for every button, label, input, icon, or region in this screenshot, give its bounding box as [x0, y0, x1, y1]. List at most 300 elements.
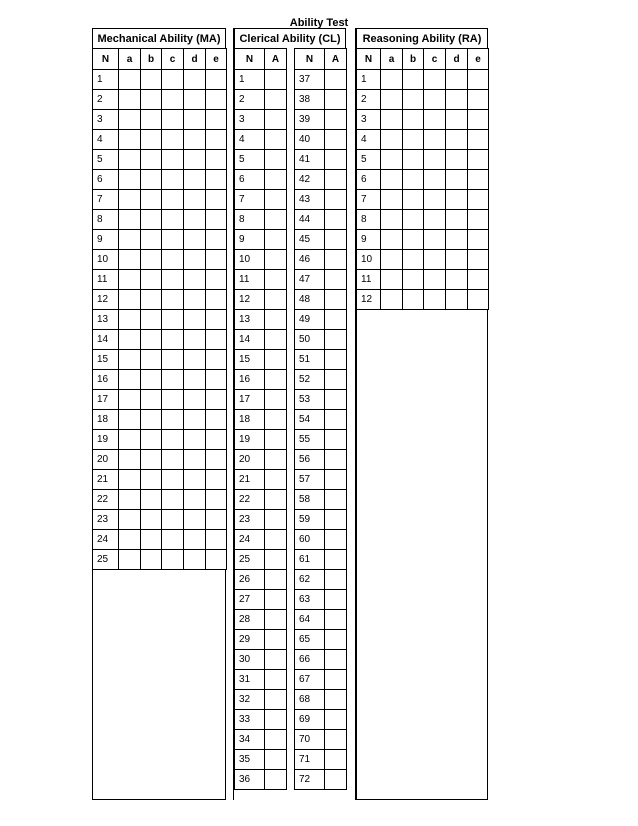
- answer-cell[interactable]: [468, 130, 489, 150]
- answer-cell[interactable]: [381, 70, 403, 90]
- answer-cell[interactable]: [206, 110, 227, 130]
- answer-cell[interactable]: [446, 230, 468, 250]
- answer-cell[interactable]: [403, 290, 424, 310]
- answer-cell[interactable]: [325, 330, 347, 350]
- answer-cell[interactable]: [381, 250, 403, 270]
- question-number: 7: [235, 190, 265, 210]
- answer-cell[interactable]: [141, 550, 162, 570]
- answer-cell[interactable]: [119, 450, 141, 470]
- answer-cell[interactable]: [424, 170, 446, 190]
- answer-cell[interactable]: [206, 270, 227, 290]
- column-gap: [287, 590, 295, 610]
- answer-cell[interactable]: [141, 490, 162, 510]
- answer-cell[interactable]: [468, 170, 489, 190]
- answer-cell[interactable]: [424, 130, 446, 150]
- answer-cell[interactable]: [184, 210, 206, 230]
- answer-cell[interactable]: [325, 210, 347, 230]
- answer-cell[interactable]: [381, 210, 403, 230]
- answer-cell[interactable]: [141, 110, 162, 130]
- question-number: 5: [357, 150, 381, 170]
- column-gap: [287, 750, 295, 770]
- answer-cell[interactable]: [446, 130, 468, 150]
- answer-cell[interactable]: [424, 150, 446, 170]
- answer-cell[interactable]: [381, 270, 403, 290]
- column-gap: [287, 170, 295, 190]
- answer-cell[interactable]: [468, 210, 489, 230]
- table-row: [235, 450, 347, 470]
- answer-cell[interactable]: [403, 130, 424, 150]
- answer-cell[interactable]: [119, 230, 141, 250]
- answer-cell[interactable]: [403, 190, 424, 210]
- answer-cell[interactable]: [141, 430, 162, 450]
- answer-cell[interactable]: [184, 190, 206, 210]
- answer-cell[interactable]: [446, 150, 468, 170]
- answer-cell[interactable]: [206, 390, 227, 410]
- table-row: [235, 190, 347, 210]
- question-number: 8: [235, 210, 265, 230]
- answer-cell[interactable]: [265, 370, 287, 390]
- question-number: 25: [235, 550, 265, 570]
- column-gap: [287, 110, 295, 130]
- answer-cell[interactable]: [403, 110, 424, 130]
- answer-cell[interactable]: [119, 390, 141, 410]
- answer-cell[interactable]: [325, 150, 347, 170]
- answer-cell[interactable]: [325, 610, 347, 630]
- answer-cell[interactable]: [141, 410, 162, 430]
- answer-cell[interactable]: [184, 530, 206, 550]
- answer-cell[interactable]: [265, 250, 287, 270]
- answer-cell[interactable]: [184, 330, 206, 350]
- answer-cell[interactable]: [325, 550, 347, 570]
- answer-cell[interactable]: [119, 70, 141, 90]
- question-number: 3: [93, 110, 119, 130]
- answer-cell[interactable]: [468, 70, 489, 90]
- answer-cell[interactable]: [184, 70, 206, 90]
- answer-cell[interactable]: [184, 490, 206, 510]
- answer-cell[interactable]: [403, 70, 424, 90]
- answer-cell[interactable]: [141, 230, 162, 250]
- table-row: [235, 130, 347, 150]
- answer-cell[interactable]: [265, 430, 287, 450]
- table-row: [93, 490, 227, 510]
- answer-cell[interactable]: [325, 510, 347, 530]
- answer-cell[interactable]: [424, 190, 446, 210]
- answer-cell[interactable]: [265, 170, 287, 190]
- answer-cell[interactable]: [325, 650, 347, 670]
- answer-cell[interactable]: [325, 530, 347, 550]
- table-row: [235, 430, 347, 450]
- answer-cell[interactable]: [184, 310, 206, 330]
- table-row: [235, 410, 347, 430]
- answer-cell[interactable]: [206, 470, 227, 490]
- answer-cell[interactable]: [162, 370, 184, 390]
- answer-cell[interactable]: [446, 90, 468, 110]
- answer-cell[interactable]: [141, 150, 162, 170]
- column-gap: [287, 650, 295, 670]
- answer-cell[interactable]: [162, 490, 184, 510]
- answer-cell[interactable]: [265, 630, 287, 650]
- answer-cell[interactable]: [162, 510, 184, 530]
- answer-cell[interactable]: [325, 270, 347, 290]
- answer-cell[interactable]: [325, 290, 347, 310]
- answer-cell[interactable]: [206, 490, 227, 510]
- question-number: 10: [235, 250, 265, 270]
- question-number: 6: [357, 170, 381, 190]
- question-number: 48: [295, 290, 325, 310]
- answer-cell[interactable]: [265, 690, 287, 710]
- answer-cell[interactable]: [141, 450, 162, 470]
- question-number: 11: [357, 270, 381, 290]
- column-gap: [287, 410, 295, 430]
- answer-cell[interactable]: [119, 110, 141, 130]
- answer-cell[interactable]: [424, 110, 446, 130]
- answer-cell[interactable]: [184, 110, 206, 130]
- answer-cell[interactable]: [119, 330, 141, 350]
- answer-cell[interactable]: [206, 290, 227, 310]
- answer-cell[interactable]: [206, 410, 227, 430]
- answer-cell[interactable]: [184, 90, 206, 110]
- answer-cell[interactable]: [206, 430, 227, 450]
- answer-cell[interactable]: [141, 290, 162, 310]
- answer-cell[interactable]: [141, 530, 162, 550]
- answer-cell[interactable]: [119, 550, 141, 570]
- answer-cell[interactable]: [141, 470, 162, 490]
- column-header: a: [381, 49, 403, 70]
- answer-cell[interactable]: [141, 250, 162, 270]
- answer-cell[interactable]: [162, 350, 184, 370]
- answer-cell[interactable]: [325, 390, 347, 410]
- answer-cell[interactable]: [265, 670, 287, 690]
- answer-cell[interactable]: [162, 230, 184, 250]
- column-gap: [287, 230, 295, 250]
- answer-cell[interactable]: [265, 390, 287, 410]
- answer-cell[interactable]: [162, 90, 184, 110]
- answer-cell[interactable]: [206, 210, 227, 230]
- answer-cell[interactable]: [162, 450, 184, 470]
- answer-cell[interactable]: [141, 70, 162, 90]
- answer-cell[interactable]: [162, 390, 184, 410]
- answer-cell[interactable]: [162, 170, 184, 190]
- answer-cell[interactable]: [265, 270, 287, 290]
- table-row: [93, 190, 227, 210]
- answer-cell[interactable]: [119, 170, 141, 190]
- answer-cell[interactable]: [468, 190, 489, 210]
- answer-cell[interactable]: [141, 190, 162, 210]
- column-header: e: [206, 49, 227, 70]
- answer-cell[interactable]: [206, 330, 227, 350]
- answer-cell[interactable]: [265, 70, 287, 90]
- question-number: 59: [295, 510, 325, 530]
- answer-cell[interactable]: [265, 310, 287, 330]
- answer-cell[interactable]: [468, 270, 489, 290]
- answer-cell[interactable]: [325, 70, 347, 90]
- answer-cell[interactable]: [162, 70, 184, 90]
- answer-cell[interactable]: [184, 550, 206, 570]
- answer-cell[interactable]: [265, 410, 287, 430]
- answer-cell[interactable]: [265, 150, 287, 170]
- answer-cell[interactable]: [325, 470, 347, 490]
- answer-cell[interactable]: [162, 110, 184, 130]
- answer-cell[interactable]: [162, 290, 184, 310]
- answer-cell[interactable]: [265, 90, 287, 110]
- answer-cell[interactable]: [184, 370, 206, 390]
- answer-cell[interactable]: [325, 570, 347, 590]
- answer-cell[interactable]: [184, 270, 206, 290]
- answer-cell[interactable]: [162, 410, 184, 430]
- answer-cell[interactable]: [141, 210, 162, 230]
- answer-cell[interactable]: [265, 350, 287, 370]
- answer-cell[interactable]: [325, 130, 347, 150]
- answer-cell[interactable]: [184, 390, 206, 410]
- answer-cell[interactable]: [424, 90, 446, 110]
- answer-cell[interactable]: [206, 250, 227, 270]
- answer-cell[interactable]: [403, 250, 424, 270]
- answer-cell[interactable]: [162, 430, 184, 450]
- answer-cell[interactable]: [184, 350, 206, 370]
- answer-cell[interactable]: [119, 210, 141, 230]
- column-gap: [287, 330, 295, 350]
- answer-cell[interactable]: [162, 310, 184, 330]
- answer-cell[interactable]: [119, 410, 141, 430]
- answer-cell[interactable]: [446, 110, 468, 130]
- answer-cell[interactable]: [184, 250, 206, 270]
- answer-cell[interactable]: [206, 70, 227, 90]
- answer-cell[interactable]: [265, 490, 287, 510]
- answer-cell[interactable]: [265, 750, 287, 770]
- reasoning-ability-blank-area: [356, 310, 488, 800]
- answer-cell[interactable]: [446, 290, 468, 310]
- answer-cell[interactable]: [325, 230, 347, 250]
- answer-cell[interactable]: [325, 630, 347, 650]
- answer-cell[interactable]: [206, 510, 227, 530]
- answer-cell[interactable]: [184, 510, 206, 530]
- answer-cell[interactable]: [141, 330, 162, 350]
- answer-cell[interactable]: [162, 530, 184, 550]
- answer-cell[interactable]: [119, 490, 141, 510]
- answer-cell[interactable]: [424, 290, 446, 310]
- table-row: [235, 370, 347, 390]
- table-row: [357, 110, 489, 130]
- answer-cell[interactable]: [265, 650, 287, 670]
- answer-cell[interactable]: [141, 390, 162, 410]
- answer-cell[interactable]: [206, 310, 227, 330]
- answer-cell[interactable]: [206, 170, 227, 190]
- answer-cell[interactable]: [119, 290, 141, 310]
- answer-cell[interactable]: [119, 350, 141, 370]
- answer-cell[interactable]: [141, 310, 162, 330]
- answer-cell[interactable]: [446, 70, 468, 90]
- question-number: 43: [295, 190, 325, 210]
- answer-cell[interactable]: [424, 70, 446, 90]
- answer-cell[interactable]: [424, 210, 446, 230]
- answer-cell[interactable]: [424, 230, 446, 250]
- answer-cell[interactable]: [325, 670, 347, 690]
- answer-cell[interactable]: [119, 430, 141, 450]
- answer-cell[interactable]: [206, 130, 227, 150]
- answer-cell[interactable]: [265, 730, 287, 750]
- answer-cell[interactable]: [468, 230, 489, 250]
- answer-cell[interactable]: [206, 530, 227, 550]
- column-gap: [287, 250, 295, 270]
- answer-cell[interactable]: [265, 710, 287, 730]
- answer-cell[interactable]: [206, 350, 227, 370]
- answer-cell[interactable]: [119, 150, 141, 170]
- question-number: 27: [235, 590, 265, 610]
- answer-cell[interactable]: [206, 230, 227, 250]
- answer-cell[interactable]: [265, 450, 287, 470]
- answer-cell[interactable]: [403, 270, 424, 290]
- answer-cell[interactable]: [468, 110, 489, 130]
- answer-cell[interactable]: [184, 470, 206, 490]
- answer-cell[interactable]: [265, 110, 287, 130]
- table-row: [235, 510, 347, 530]
- answer-cell[interactable]: [265, 510, 287, 530]
- answer-cell[interactable]: [265, 330, 287, 350]
- answer-cell[interactable]: [206, 450, 227, 470]
- answer-cell[interactable]: [162, 150, 184, 170]
- answer-cell[interactable]: [119, 190, 141, 210]
- answer-cell[interactable]: [141, 130, 162, 150]
- question-number: 63: [295, 590, 325, 610]
- answer-cell[interactable]: [424, 270, 446, 290]
- answer-cell[interactable]: [446, 190, 468, 210]
- answer-cell[interactable]: [325, 710, 347, 730]
- answer-cell[interactable]: [325, 590, 347, 610]
- answer-cell[interactable]: [206, 370, 227, 390]
- answer-cell[interactable]: [325, 370, 347, 390]
- answer-cell[interactable]: [265, 590, 287, 610]
- answer-cell[interactable]: [325, 750, 347, 770]
- answer-cell[interactable]: [468, 90, 489, 110]
- column-gap: [287, 470, 295, 490]
- question-number: 30: [235, 650, 265, 670]
- answer-cell[interactable]: [119, 510, 141, 530]
- answer-cell[interactable]: [403, 90, 424, 110]
- answer-cell[interactable]: [184, 450, 206, 470]
- question-number: 36: [235, 770, 265, 790]
- answer-cell[interactable]: [468, 150, 489, 170]
- answer-cell[interactable]: [184, 170, 206, 190]
- answer-cell[interactable]: [381, 290, 403, 310]
- answer-cell[interactable]: [265, 290, 287, 310]
- answer-cell[interactable]: [162, 270, 184, 290]
- answer-cell[interactable]: [162, 190, 184, 210]
- answer-cell[interactable]: [162, 550, 184, 570]
- answer-cell[interactable]: [119, 370, 141, 390]
- answer-cell[interactable]: [184, 290, 206, 310]
- answer-cell[interactable]: [325, 730, 347, 750]
- answer-cell[interactable]: [446, 270, 468, 290]
- answer-cell[interactable]: [381, 150, 403, 170]
- answer-cell[interactable]: [325, 190, 347, 210]
- answer-cell[interactable]: [265, 470, 287, 490]
- answer-cell[interactable]: [381, 170, 403, 190]
- answer-cell[interactable]: [265, 550, 287, 570]
- answer-cell[interactable]: [325, 110, 347, 130]
- answer-cell[interactable]: [381, 110, 403, 130]
- answer-cell[interactable]: [141, 170, 162, 190]
- answer-cell[interactable]: [184, 410, 206, 430]
- answer-cell[interactable]: [184, 150, 206, 170]
- answer-cell[interactable]: [265, 770, 287, 790]
- answer-cell[interactable]: [265, 530, 287, 550]
- answer-cell[interactable]: [141, 90, 162, 110]
- answer-cell[interactable]: [446, 170, 468, 190]
- answer-cell[interactable]: [468, 290, 489, 310]
- answer-cell[interactable]: [325, 430, 347, 450]
- answer-cell[interactable]: [206, 190, 227, 210]
- table-row: [357, 190, 489, 210]
- answer-cell[interactable]: [381, 130, 403, 150]
- answer-cell[interactable]: [381, 90, 403, 110]
- answer-cell[interactable]: [325, 350, 347, 370]
- answer-cell[interactable]: [206, 150, 227, 170]
- answer-cell[interactable]: [184, 430, 206, 450]
- answer-cell[interactable]: [265, 610, 287, 630]
- answer-cell[interactable]: [325, 690, 347, 710]
- answer-cell[interactable]: [162, 130, 184, 150]
- answer-cell[interactable]: [265, 570, 287, 590]
- answer-cell[interactable]: [141, 350, 162, 370]
- answer-cell[interactable]: [325, 450, 347, 470]
- answer-cell[interactable]: [446, 210, 468, 230]
- answer-cell[interactable]: [119, 130, 141, 150]
- answer-cell[interactable]: [119, 530, 141, 550]
- answer-cell[interactable]: [325, 770, 347, 790]
- answer-cell[interactable]: [403, 150, 424, 170]
- answer-cell[interactable]: [119, 270, 141, 290]
- question-number: 18: [235, 410, 265, 430]
- question-number: 13: [235, 310, 265, 330]
- answer-cell[interactable]: [119, 250, 141, 270]
- answer-cell[interactable]: [265, 130, 287, 150]
- answer-cell[interactable]: [119, 90, 141, 110]
- answer-cell[interactable]: [119, 310, 141, 330]
- answer-cell[interactable]: [141, 510, 162, 530]
- answer-cell[interactable]: [206, 550, 227, 570]
- answer-cell[interactable]: [424, 250, 446, 270]
- answer-cell[interactable]: [403, 230, 424, 250]
- answer-cell[interactable]: [265, 210, 287, 230]
- answer-cell[interactable]: [381, 190, 403, 210]
- answer-cell[interactable]: [265, 230, 287, 250]
- answer-cell[interactable]: [119, 470, 141, 490]
- answer-cell[interactable]: [325, 170, 347, 190]
- answer-cell[interactable]: [446, 250, 468, 270]
- answer-cell[interactable]: [381, 230, 403, 250]
- answer-cell[interactable]: [141, 270, 162, 290]
- answer-cell[interactable]: [184, 130, 206, 150]
- answer-cell[interactable]: [162, 330, 184, 350]
- answer-cell[interactable]: [325, 250, 347, 270]
- answer-cell[interactable]: [403, 170, 424, 190]
- answer-cell[interactable]: [325, 310, 347, 330]
- answer-cell[interactable]: [325, 90, 347, 110]
- answer-cell[interactable]: [184, 230, 206, 250]
- answer-cell[interactable]: [265, 190, 287, 210]
- answer-cell[interactable]: [468, 250, 489, 270]
- answer-cell[interactable]: [206, 90, 227, 110]
- table-row: [235, 770, 347, 790]
- answer-cell[interactable]: [162, 470, 184, 490]
- answer-cell[interactable]: [162, 210, 184, 230]
- answer-cell[interactable]: [162, 250, 184, 270]
- answer-cell[interactable]: [325, 490, 347, 510]
- answer-cell[interactable]: [141, 370, 162, 390]
- answer-cell[interactable]: [325, 410, 347, 430]
- answer-cell[interactable]: [403, 210, 424, 230]
- question-number: 49: [295, 310, 325, 330]
